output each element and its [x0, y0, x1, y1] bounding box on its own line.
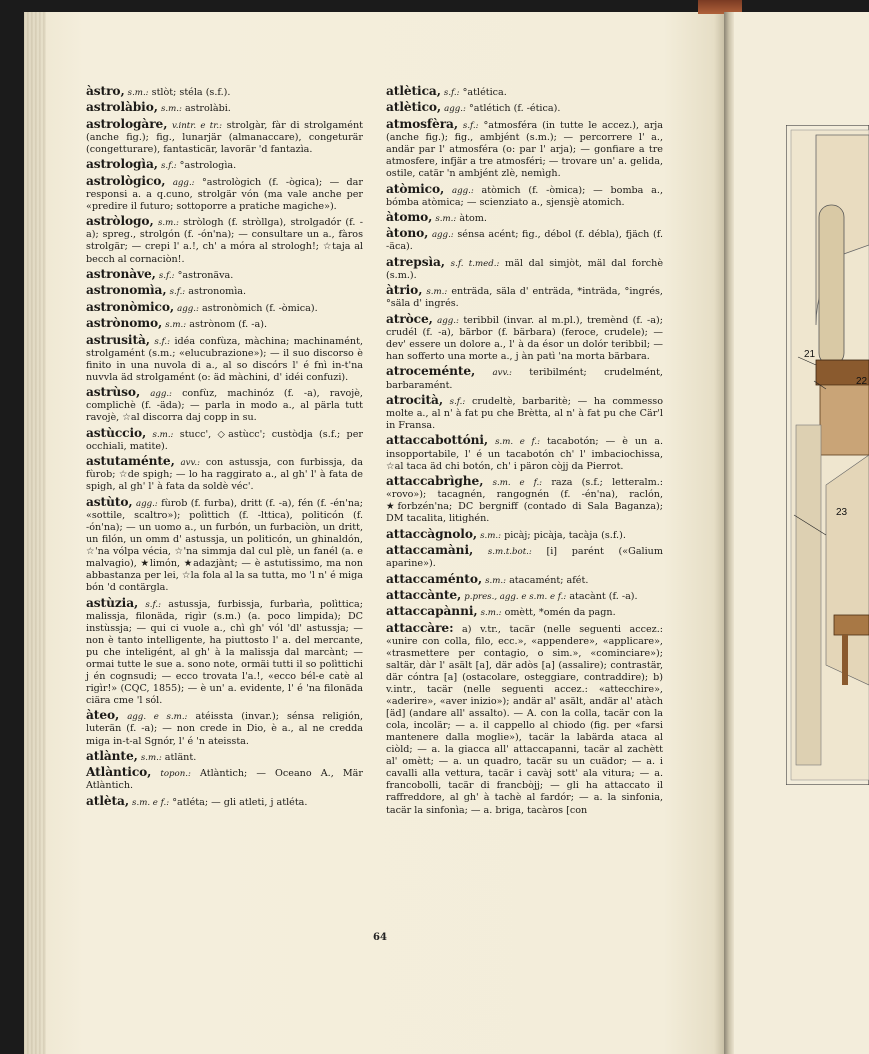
entry-definition: tacabotón; — è un a. insopportabile, l' é un tacabotón ch' l' imbaciochissa, ☆al taca äd chi botón, ch' i päron còjj da Pierrot. [386, 436, 663, 472]
book-spine [724, 12, 734, 1054]
entry-definition: crudeltè, barbaritè; — ha commesso molte a., al n' à fat pu che Brètta, al n' à fat pu che Cär'l in Fransa. [386, 395, 664, 432]
entry-grammar: agg. e s.m.: [127, 712, 188, 723]
entry-headword: atroceménte, [386, 364, 476, 379]
dictionary-entry [86, 386, 363, 424]
callout-21: 21 [804, 349, 816, 360]
entry-grammar: v.intr. e tr.: [171, 120, 223, 131]
dictionary-entry [86, 101, 363, 115]
dictionary-entry [86, 158, 363, 172]
entry-grammar: topon.: [160, 769, 191, 780]
dictionary-entry [386, 434, 663, 472]
entry-definition: °atlética. [462, 87, 507, 98]
entry-definition: °astrològich (f. -ògica); — dar responsi a. a q.cuno, strolgär vón (ma vale anche per «predire il futuro; sottoporre a pratiche magiche»). [86, 176, 363, 212]
dictionary-entry [386, 573, 663, 587]
entry-headword: astùzia, [86, 595, 139, 610]
dictionary-entry [386, 589, 663, 603]
entry-headword: attaccaménto, [386, 571, 483, 586]
entry-headword: atlètico, [386, 100, 442, 115]
entry-headword: attaccabrìghe, [386, 474, 484, 488]
entry-headword: astrolàbio, [86, 100, 158, 115]
entry-headword: Atlàntico, [86, 765, 152, 780]
entry-definition: astrolàbi. [184, 103, 231, 115]
entry-definition: astrònom (f. -a). [189, 319, 268, 331]
dictionary-entry [86, 215, 363, 265]
dictionary-entry [86, 597, 363, 707]
entry-definition: Atlàntich; — Oceano A., Mär Atlàntich. [86, 768, 363, 792]
dictionary-entry [86, 496, 363, 594]
entry-grammar: s.f.: [462, 120, 479, 131]
bench-leg [842, 635, 848, 685]
entry-headword: àstro, [86, 84, 125, 98]
entry-definition: raza (s.f.; letteralm.: «rovo»); tacagnén, rangognén (f. -én'na), raclón, ★forbzén'na; DC bergniff (contado di Sala Baganza); DM tacalita, litighén. [386, 477, 663, 525]
entry-definition: idéa confùza, màchina; machinamént, strolgamént (s.m.; «elucubrazione»); — il suo discorso è finito in una nuvola di a., al so discórs l' é fnì in-t'na nuvvla äd strolgamént (o: äd màchini, d' idéi confuzi). [86, 335, 363, 383]
entry-grammar: s.f.: [154, 336, 171, 347]
entry-definition: strolgàr, fàr di strolgamént (anche fig.); fig., lunarjär (almanaccare), congeturär (congetturare), fantasticär, lavorär 'd fantazìa. [86, 119, 363, 155]
entry-grammar: s.m.: [480, 530, 501, 541]
dictionary-entry [386, 528, 663, 542]
entry-grammar: s.m.: [480, 608, 502, 619]
entry-headword: attaccabottóni, [386, 433, 489, 448]
entry-grammar: s.m.: [435, 213, 457, 224]
entry-grammar: agg.: [135, 498, 158, 509]
entry-headword: astrologàre, [86, 116, 168, 131]
dictionary-entry [86, 750, 363, 764]
bench-top [834, 615, 869, 635]
entry-grammar: s.f.: [449, 396, 466, 407]
entry-headword: àtomo, [386, 209, 433, 224]
entry-grammar: s.m.: [152, 429, 174, 440]
entry-grammar: s.f.: [443, 88, 460, 98]
entry-headword: astùto, [86, 494, 133, 509]
entry-definition: °astronäva. [177, 269, 234, 281]
entry-headword: atròce, [386, 311, 433, 326]
entry-definition: astronòmich (f. -òmica). [201, 302, 318, 314]
dictionary-entry [386, 256, 663, 282]
entry-grammar: p.pres., agg. e s.m. e f.: [464, 591, 567, 602]
entry-definition: teribilmént; crudelmént, barbaramént. [386, 367, 663, 391]
entry-definition: mäl dal simjòt, mäl dal forchè (s.m.). [386, 257, 664, 281]
entry-definition: stlòt; stéla (s.f.). [151, 87, 231, 98]
page-binding-edge [24, 12, 46, 1054]
dictionary-entry [86, 317, 363, 331]
wooden-cabinet [820, 385, 869, 455]
dictionary-entry [86, 175, 363, 213]
entry-grammar: agg.: [431, 230, 454, 241]
right-column [386, 85, 663, 819]
entry-definition: enträda, säla d' enträda, *inträda, °ingrés, °säla d' ingrés. [386, 286, 663, 310]
entry-headword: atlèta, [86, 793, 129, 808]
entry-grammar: s.f.: [160, 161, 177, 172]
dictionary-entry [386, 544, 663, 570]
dictionary-entry [386, 284, 663, 310]
dictionary-entry [386, 183, 663, 209]
entry-definition: con astussja, con furbissja, da fùrob; ☆de spigh; — lo ha raggirato a., al gh' l' à fata de spigh, al gh' l' à fata da soldè véc'. [86, 457, 363, 493]
entry-grammar: s.m.t.bot.: [487, 547, 532, 558]
entry-headword: astronomìa, [86, 283, 167, 298]
dictionary-entry [86, 709, 363, 747]
entry-definition: sénsa acént; fig., débol (f. débla), fjäch (f. -äca). [386, 229, 663, 253]
dictionary-entry [386, 118, 663, 180]
entry-grammar: s.m.: [426, 287, 448, 298]
entry-headword: astrùso, [86, 385, 141, 400]
entry-headword: atòmico, [386, 181, 445, 196]
entry-grammar: s.m. e f.: [495, 437, 541, 448]
entry-grammar: agg.: [150, 389, 172, 400]
window-arch [819, 205, 844, 365]
dictionary-entry [386, 475, 663, 525]
entry-headword: attaccapànni, [386, 604, 478, 619]
entry-headword: astrològico, [86, 173, 166, 188]
entry-headword: astùccio, [86, 425, 147, 440]
entry-headword: astronàve, [86, 266, 156, 281]
entry-grammar: s.m.: [165, 320, 187, 331]
entry-definition: °atmosféra (in tutte le accez.), arja (anche fig.); fig., ambjént (s.m.); — percorrere l' a., andär par l' atmosféra (o: par l' arja); — gonfiare a tre atmosfere, infjär a tre atmosféri; — trovare un' a. gelida, ostile, catär 'n ambjént zlè, nemìgh. [386, 119, 663, 180]
entry-headword: astròlogo, [86, 214, 154, 229]
callout-23: 23 [836, 507, 848, 518]
dictionary-entry [386, 227, 663, 253]
entry-definition: °atlétich (f. -ética). [468, 103, 561, 115]
dictionary-entry [386, 101, 663, 115]
entry-grammar: avv.: [492, 368, 512, 379]
entry-definition: atacànt (f. -a). [569, 590, 638, 602]
dictionary-entry [386, 211, 663, 225]
entry-grammar: s.m. e f.: [132, 797, 170, 808]
entry-headword: atrepsìa, [386, 254, 445, 269]
dictionary-entry [86, 85, 363, 99]
entry-headword: astrònomo, [86, 316, 163, 331]
dictionary-entry [86, 301, 363, 315]
entry-grammar: agg.: [177, 303, 199, 314]
entry-headword: astronòmico, [86, 299, 175, 314]
dictionary-entry [86, 268, 363, 282]
entry-grammar: s.f.: [145, 599, 162, 610]
entry-headword: àteo, [86, 708, 120, 723]
entry-grammar: s.f.: [169, 287, 186, 298]
entry-definition: astussja, furbissja, furbarìa, polìttica; malissja, filonäda, rigìr (s.m.) (a. poco limpida); DC instùssja; — qui ci vuole a., chì gh' vól 'dl' astussja; — non è tanto intelligente, ha piuttosto l' a. del mercante, pu che inteligént, al gh' à la malissja dal marcànt; — ormai tutte le sue a. sono note, ormäi tutti il so polìttichi j én cognsudi; — ecco trovata l'a.!, «ecco bél-e catè al rigìr!» (CQC, 1855); — è un' a. evidente, l' é 'na filonäda ciära cme 'l sól. [86, 598, 363, 706]
entry-grammar: agg.: [172, 177, 195, 188]
entry-grammar: s.f.: [158, 270, 175, 281]
entry-grammar: s.m. e f.: [492, 478, 543, 488]
entry-grammar: agg.: [444, 104, 466, 115]
entry-definition: teribbil (invar. al m.pl.), tremènd (f. -a); crudél (f. -a), bärbor (f. bärbara) (feroce, crudele); — dev' essere un dolore a., l' à da ésor un dolór teribbil; — han sofferto una morte a., j àn patì 'na morta bärbara. [386, 314, 663, 363]
callout-22: 22 [856, 376, 868, 387]
entry-headword: attaccamàni, [386, 543, 474, 558]
entry-grammar: s.m.: [160, 104, 182, 115]
left-column [86, 85, 363, 811]
entry-definition: [i] parént («Galium aparine»). [386, 546, 663, 570]
entry-headword: astrusità, [86, 332, 150, 347]
entry-grammar: agg.: [451, 185, 474, 196]
entry-headword: attaccàgnolo, [386, 526, 478, 541]
entry-grammar: s.m.: [485, 575, 506, 586]
entry-definition: stròlogh (f. stròllga), strolgadór (f. -a); spreg., strolgón (f. -ón'na); — consultare un a., fàros strolgär; — crepi l' a.!, ch' a móra al strologh!; ☆taja al becch al cornaciòn!. [86, 217, 363, 265]
dictionary-entry [386, 622, 663, 817]
entry-headword: atrocità, [386, 392, 443, 407]
entry-definition: stucc', ◇astùcc'; custòdja (s.f.; per occhiali, matite). [86, 428, 363, 452]
dictionary-entry [386, 85, 663, 99]
dictionary-entry [86, 284, 363, 298]
entry-headword: àtrio, [386, 283, 423, 298]
entry-definition: picàj; picàja, tacàja (s.f.). [504, 529, 626, 541]
dictionary-entry [86, 334, 363, 384]
dictionary-entry [386, 365, 663, 391]
entry-definition: confùz, machinóz (f. -a), ravojè, complichè (f. -äda); — parla in modo a., al pärla tutt ravojè, ☆al discorra daj copp in su. [86, 388, 363, 424]
dictionary-entry [86, 766, 363, 792]
entry-headword: atlànte, [86, 748, 138, 763]
entry-grammar: s.m.: [127, 88, 149, 98]
entry-headword: attaccànte, [386, 587, 462, 602]
entry-definition: atòmich (f. -òmica); — bomba a., bómba atòmica; — scienziato a., sjensjè atomich. [386, 184, 663, 208]
entry-definition: °astrologìa. [179, 160, 237, 172]
entry-grammar: s.m.: [140, 752, 162, 763]
dictionary-entry [386, 313, 663, 363]
entry-definition: astronomìa. [188, 286, 247, 298]
facing-page-illustration [786, 125, 869, 785]
page-number: 64 [373, 932, 387, 943]
dictionary-entry [86, 118, 363, 156]
entry-definition: àtom. [459, 212, 487, 224]
dictionary-entry [86, 427, 363, 453]
entry-headword: astrologìa, [86, 157, 158, 172]
entry-definition: atéissta (invar.); sénsa religión, luterän (f. -a); — non crede in Dio, è a., al ne credda miga in-t-al Sgnór, l' é 'n ateissta. [86, 711, 363, 747]
entry-headword: atmosfèra, [386, 116, 458, 131]
entry-headword: attaccàre: [386, 620, 454, 635]
entry-grammar: s.m.: [157, 218, 179, 229]
dictionary-entry [86, 795, 363, 809]
entry-definition: a) v.tr., tacär (nelle seguenti accez.: «unire con colla, filo, ecc.», «appendere», «applicare», «trasmettere per contagio, o sim.», «cominciare»); saltär, dàr l' asält [a], där adòs [a] (assalire); contrastär, där cóntra [a] (ostacolare, osteggiare, contraddire); b) v.intr., tacär (nelle seguenti accez.: «attecchire», «aderire», «aver inizio»); andär al' asält, andär al' atàch [äd] (andare all' assalto). — A. con la colla, tacär con la cola, incolär; — a. il cappello al chiodo (fig. per «farsi mantenere dalla moglie»), tacär la labärda ataca al ciòld; — a. la giacca all' attaccapanni, tacär al zachètt al' omètt; — a. un quadro, tacär su un cuädor; — a. i cavalli alla vettura, tacär i cavàj sott' ala vitura; — a. francobolli, tacär di francbòjj; — gli ha attaccato il raffreddore, al gh' à tachè al fardór; — a. la sinfonia, tacär la sinfonìa; — a. briga, tacàros [con [386, 623, 663, 816]
entry-headword: astutaménte, [86, 454, 175, 469]
entry-definition: atlänt. [164, 751, 197, 763]
entry-headword: àtono, [386, 226, 429, 241]
dictionary-entry [386, 605, 663, 619]
entry-grammar: s.f. t.med.: [450, 258, 500, 269]
entry-grammar: agg.: [437, 315, 459, 326]
entry-definition: °atléta; — gli atleti, j atléta. [172, 796, 308, 808]
entry-headword: atlètica, [386, 84, 441, 98]
dictionary-entry [386, 394, 663, 432]
dictionary-entry [86, 455, 363, 493]
entry-definition: atacamént; afét. [509, 574, 589, 586]
entry-definition: fùrob (f. furba), dritt (f. -a), fén (f. -én'na; «sottile, scaltro»); polìttich (f. -lttica), politicón (f. -ón'na); — un uomo a., un furbón, un furbaciòn, un dritt, un filón, un omm d' astussja, un politicón, un ghinaldón, ☆'na vólpa vécia, ☆'na simmja dal cul plè, un fanél (a. e malvagio), ★limón, ★adazjànt; — è astutissimo, ma non abbastanza per lei, ☆la fola al la sa tutta, mo 'l n' é miga bón 'd contärgla. [86, 497, 363, 594]
entry-grammar: avv.: [180, 458, 200, 469]
side-wall [796, 425, 821, 765]
entry-definition: omètt, *omén da pagn. [504, 607, 616, 619]
